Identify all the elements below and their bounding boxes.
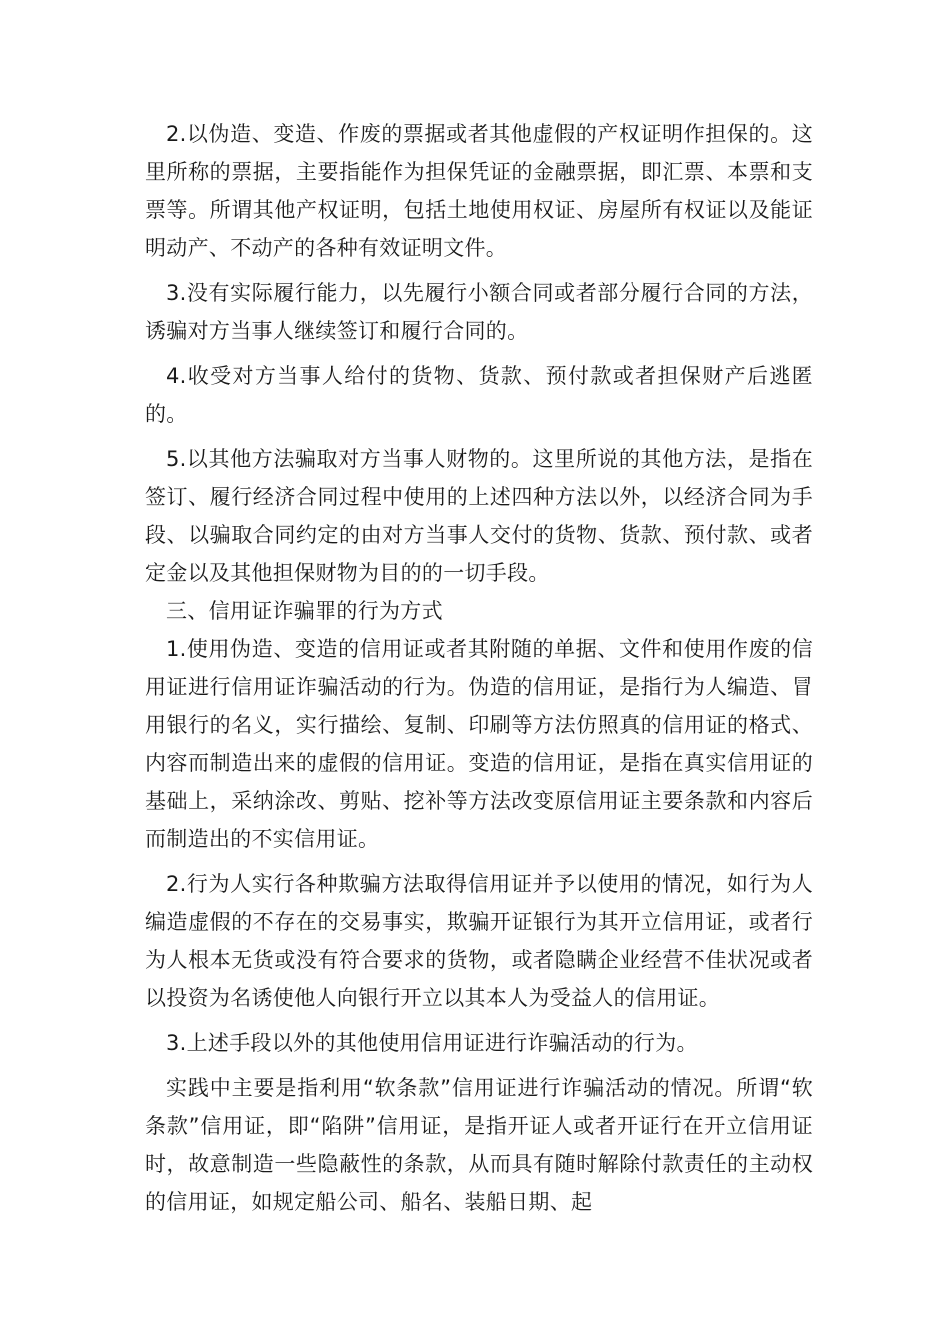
paragraph-item-5: 5.以其他方法骗取对方当事人财物的。这里所说的其他方法，是指在签订、履行经济合同过程中使用的上述四种方法以外，以经济合同为手段、以骗取合同约定的由对方当事人交付的货物、货款、预付款、或者定金以及其他担保财物为目的的一切手段。 — [145, 447, 813, 585]
paragraph-item-3: 3.没有实际履行能力，以先履行小额合同或者部分履行合同的方法，诱骗对方当事人继续签订和履行合同的。 — [145, 281, 813, 343]
paragraph-lc-item-2: 2.行为人实行各种欺骗方法取得信用证并予以使用的情况，如行为人编造虚假的不存在的交易事实，欺骗开证银行为其开立信用证，或者行为人根本无货或没有符合要求的货物，或者隐瞒企业经营不佳状况或者以投资为名诱使他人向银行开立以其本人为受益人的信用证。 — [145, 872, 813, 1010]
paragraph-item-2: 2.以伪造、变造、作废的票据或者其他虚假的产权证明作担保的。这里所称的票据，主要指能作为担保凭证的金融票据，即汇票、本票和支票等。所谓其他产权证明，包括土地使用权证、房屋所有权证以及能证明动产、不动产的各种有效证明文件。 — [145, 122, 813, 260]
paragraph-item-4: 4.收受对方当事人给付的货物、货款、预付款或者担保财产后逃匿的。 — [145, 364, 813, 426]
section-heading-3: 三、信用证诈骗罪的行为方式 — [166, 599, 443, 623]
paragraph-lc-item-1: 1.使用伪造、变造的信用证或者其附随的单据、文件和使用作废的信用证进行信用证诈骗活动的行为。伪造的信用证，是指行为人编造、冒用银行的名义，实行描绘、复制、印刷等方法仿照真的信用证的格式、内容而制造出来的虚假的信用证。变造的信用证，是指在真实信用证的基础上，采纳涂改、剪贴、挖补等方法改变原信用证主要条款和内容后而制造出的不实信用证。 — [145, 637, 813, 851]
paragraph-lc-item-3: 3.上述手段以外的其他使用信用证进行诈骗活动的行为。 — [166, 1031, 698, 1055]
document-body — [145, 115, 813, 1221]
paragraph-soft-clause: 实践中主要是指利用“软条款”信用证进行诈骗活动的情况。所谓“软条款”信用证，即“陷阱”信用证，是指开证人或者开证行在开立信用证时，故意制造一些隐蔽性的条款，从而具有随时解除付款责任的主动权的信用证，如规定船公司、船名、装船日期、起 — [145, 1076, 813, 1214]
